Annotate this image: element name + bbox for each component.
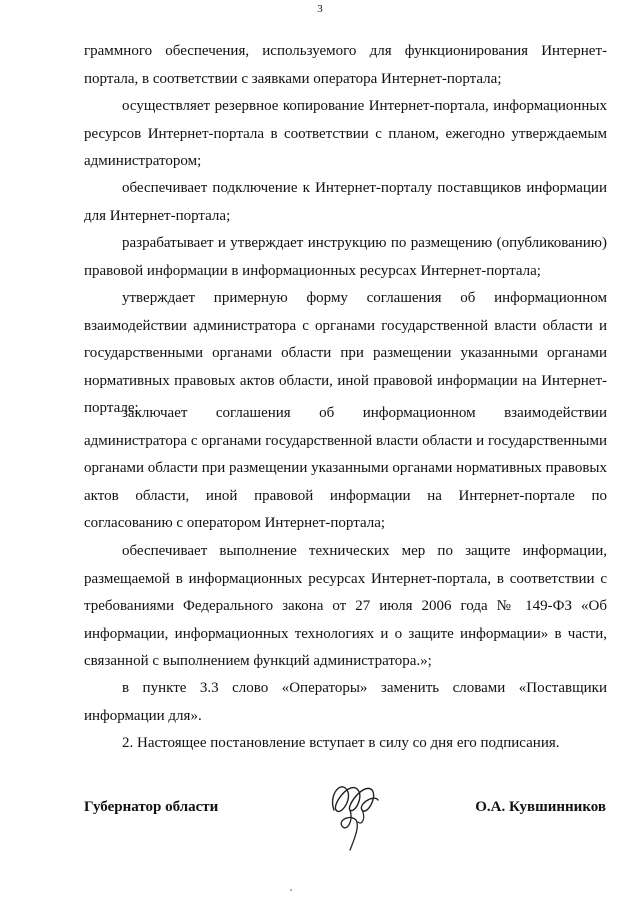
paragraph-3: обеспечивает подключение к Интернет-порталу поставщиков информации для Интернет-портала; [84,180,607,224]
paragraph-8: в пункте 3.3 слово «Операторы» заменить словами «Поставщики информации для». [84,680,607,724]
scan-speck [290,889,292,891]
signatory-title: Губернатор области [84,799,219,815]
paragraph-2: осуществляет резервное копирование Интернет-портала, информационных ресурсов Интернет-портала в соответствии с планом, ежегодно утверждаемым администратором; [84,98,607,169]
paragraph-7: обеспечивает выполнение технических мер по защите информации, размещаемой в информационных ресурсах Интернет-портала, в соответствии с требованиями Федерального закона от 27 июля 2006 года № 149-ФЗ «Об информации, информационных технологиях и о защите информации» в части, связанной с выполнением функций администратора.»; [84,543,607,669]
paragraph-1: граммного обеспечения, используемого для функционирования Интернет-портала, в соответствии с заявками оператора Интернет-портала; [84,43,607,87]
paragraph-9: 2. Настоящее постановление вступает в силу со дня его подписания. [122,735,560,751]
handwritten-signature [320,770,390,860]
paragraph-5: утверждает примерную форму соглашения об информационном взаимодействии администратора с органами государственной власти области и государственными органами области при размещении указанными органами нормативных правовых актов области, иной правовой информации на Интернет-портале; [84,290,607,416]
paragraph-4: разрабатывает и утверждает инструкцию по размещению (опубликованию) правовой информации в информационных ресурсах Интернет-портала; [84,235,607,279]
signatory-name: О.А. Кувшинников [475,799,606,815]
paragraph-6: заключает соглашения об информационном взаимодействии администратора с органами государственной власти области и государственными органами области при размещении указанными органами нормативных правовых актов области, иной правовой информации на Интернет-портале по согласованию с оператором Интернет-портала; [84,405,607,531]
page-number: 3 [317,3,323,15]
